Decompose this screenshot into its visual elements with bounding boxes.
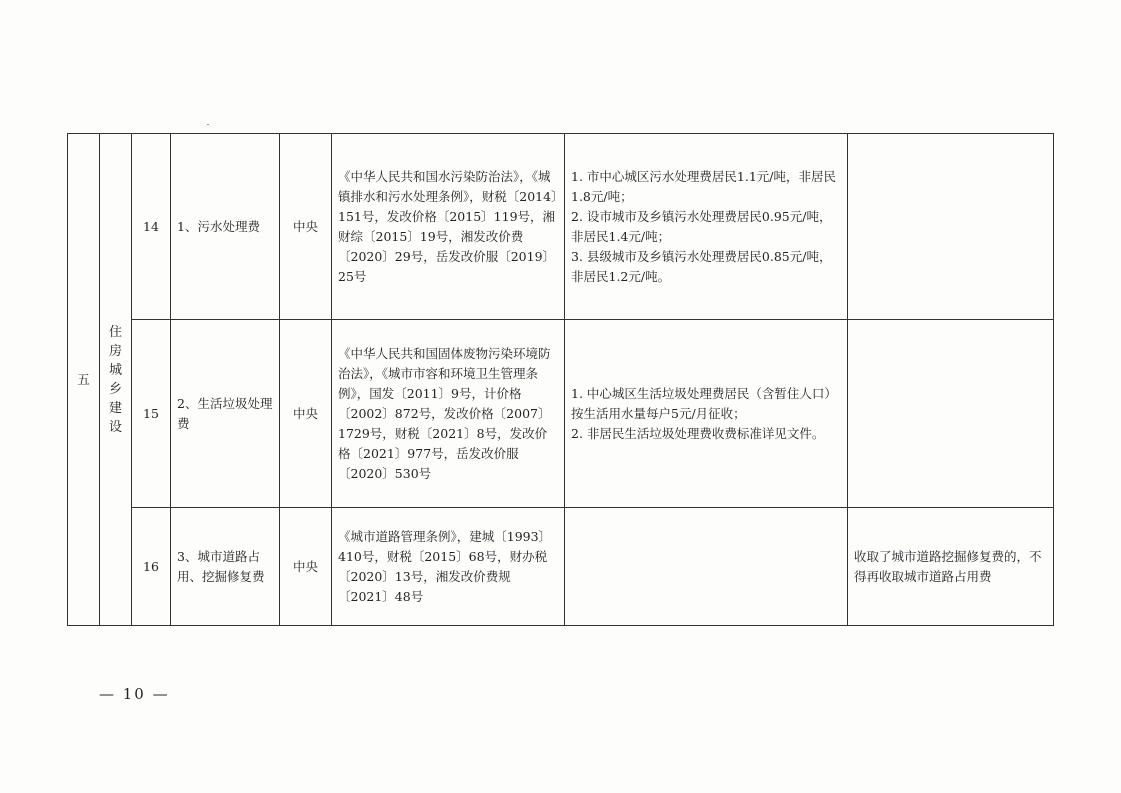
- remark: [848, 320, 1054, 508]
- policy-basis: 《城市道路管理条例》，建城〔1993〕410号，财税〔2015〕68号，财办税〔2020〕13号，湘发改价费规〔2021〕48号: [332, 508, 565, 626]
- remark: 收取了城市道路挖掘修复费的，不得再收取城市道路占用费: [848, 508, 1054, 626]
- remark: [848, 134, 1054, 320]
- approval-level: 中央: [280, 508, 332, 626]
- category-number: 五: [68, 134, 100, 626]
- fee-name: 3、城市道路占用、挖掘修复费: [171, 508, 280, 626]
- department-name: 住房城乡建设: [100, 134, 132, 626]
- table-row: [68, 134, 1054, 320]
- policy-basis: 《中华人民共和国固体废物污染环境防治法》，《城市市容和环境卫生管理条例》，国发〔2011〕9号，计价格〔2002〕872号，发改价格〔2007〕1729号，财税〔2021〕8号，发改价格〔2021〕977号，岳发改价服〔2020〕530号: [332, 320, 565, 508]
- fee-standard: [565, 508, 848, 626]
- approval-level: 中央: [280, 320, 332, 508]
- page-number: — 10 —: [99, 685, 170, 703]
- approval-level: 中央: [280, 134, 332, 320]
- policy-basis: 《中华人民共和国水污染防治法》，《城镇排水和污水处理条例》，财税〔2014〕151号，发改价格〔2015〕119号，湘财综〔2015〕19号，湘发改价费〔2020〕29号，岳发改价服〔2019〕25号: [332, 134, 565, 320]
- row-number: 15: [132, 320, 171, 508]
- table-row: [68, 320, 1054, 508]
- row-number: 14: [132, 134, 171, 320]
- fee-name: 1、污水处理费: [171, 134, 280, 320]
- fee-standard: 1. 市中心城区污水处理费居民1.1元/吨，非居民1.8元/吨； 2. 设市城市及乡镇污水处理费居民0.95元/吨，非居民1.4元/吨； 3. 县级城市及乡镇污水处理费居民0.85元/吨，非居民1.2元/吨。: [565, 134, 848, 320]
- fee-standard: 1. 中心城区生活垃圾处理费居民（含暂住人口）按生活用水量每户5元/月征收； 2. 非居民生活垃圾处理费收费标准详见文件。: [565, 320, 848, 508]
- scan-speck: [207, 124, 209, 125]
- row-number: 16: [132, 508, 171, 626]
- fee-table: [67, 133, 1054, 626]
- table-row: [68, 508, 1054, 626]
- fee-name: 2、生活垃圾处理费: [171, 320, 280, 508]
